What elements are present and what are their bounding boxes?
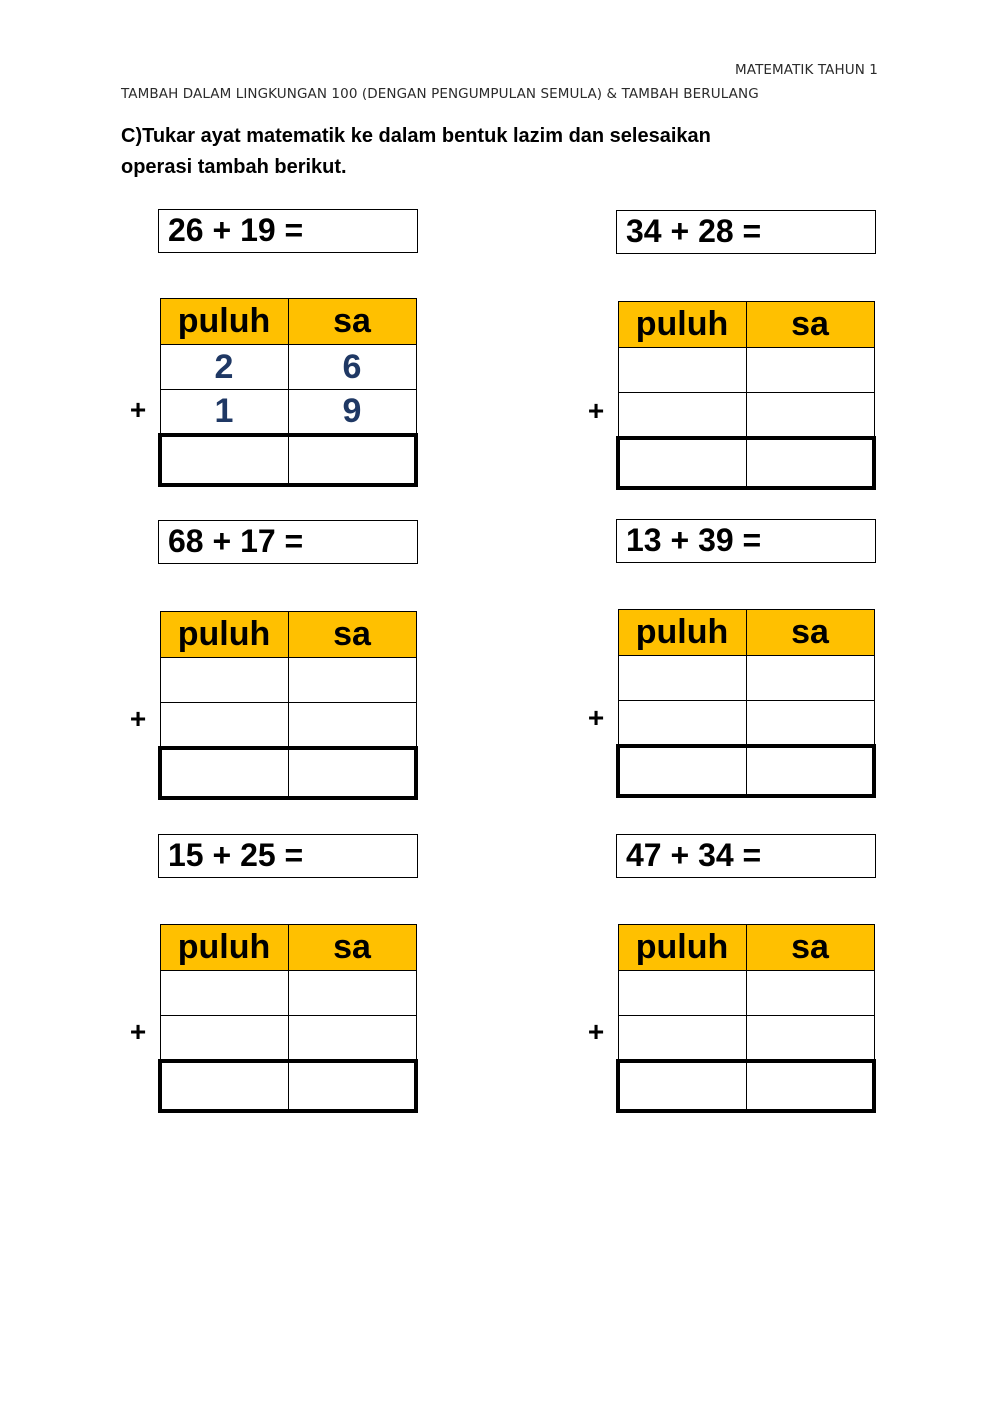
problem-3	[129, 520, 420, 802]
tens-header: puluh	[160, 612, 288, 658]
problem-5	[129, 834, 420, 1116]
tens-cell[interactable]	[618, 656, 746, 701]
ones-header: sa	[746, 925, 874, 971]
tens-cell[interactable]	[160, 703, 288, 748]
tens-cell[interactable]	[618, 971, 746, 1016]
tens-cell[interactable]	[618, 348, 746, 393]
plus-sign: +	[129, 394, 147, 425]
instruction-line-2: operasi tambah berikut.	[121, 156, 347, 178]
ones-cell[interactable]: 6	[288, 345, 416, 390]
tens-cell[interactable]	[618, 393, 746, 438]
equation-box: 13 + 39 =	[616, 519, 876, 563]
problem-1	[129, 209, 420, 491]
equation-box: 26 + 19 =	[158, 209, 418, 253]
addend-row-2	[618, 1016, 874, 1061]
place-value-table	[158, 611, 418, 800]
place-value-table	[616, 301, 876, 490]
answer-tens-cell[interactable]	[618, 438, 746, 488]
answer-row	[160, 748, 416, 798]
tens-cell[interactable]	[160, 658, 288, 703]
subject-header: MATEMATIK TAHUN 1	[735, 62, 878, 78]
ones-header: sa	[288, 925, 416, 971]
table-header-row	[160, 299, 416, 345]
answer-row	[160, 1061, 416, 1111]
plus-sign: +	[587, 702, 605, 733]
ones-cell[interactable]	[746, 971, 874, 1016]
table-header-row	[618, 302, 874, 348]
table-header-row	[160, 612, 416, 658]
answer-row	[160, 435, 416, 485]
problem-2	[587, 210, 878, 492]
ones-header: sa	[746, 302, 874, 348]
instruction-text	[121, 121, 881, 183]
addend-row-1	[618, 348, 874, 393]
tens-cell[interactable]	[160, 971, 288, 1016]
tens-header: puluh	[160, 299, 288, 345]
place-value-table	[158, 298, 418, 487]
ones-cell[interactable]	[746, 701, 874, 746]
answer-ones-cell[interactable]	[746, 746, 874, 796]
addend-row-1	[618, 971, 874, 1016]
ones-cell[interactable]: 9	[288, 390, 416, 435]
table-header-row	[618, 925, 874, 971]
addend-row-2	[160, 390, 416, 435]
ones-header: sa	[288, 299, 416, 345]
equation-box: 68 + 17 =	[158, 520, 418, 564]
ones-cell[interactable]	[746, 393, 874, 438]
problem-6	[587, 834, 878, 1116]
answer-ones-cell[interactable]	[288, 748, 416, 798]
plus-sign: +	[129, 1016, 147, 1047]
answer-ones-cell[interactable]	[288, 435, 416, 485]
tens-cell[interactable]: 2	[160, 345, 288, 390]
equation-box: 47 + 34 =	[616, 834, 876, 878]
answer-ones-cell[interactable]	[746, 438, 874, 488]
tens-cell[interactable]: 1	[160, 390, 288, 435]
addend-row-1	[160, 345, 416, 390]
table-header-row	[618, 610, 874, 656]
ones-cell[interactable]	[288, 658, 416, 703]
ones-cell[interactable]	[746, 348, 874, 393]
answer-tens-cell[interactable]	[618, 1061, 746, 1111]
tens-header: puluh	[618, 302, 746, 348]
addend-row-2	[160, 703, 416, 748]
answer-ones-cell[interactable]	[288, 1061, 416, 1111]
place-value-table	[616, 609, 876, 798]
tens-header: puluh	[160, 925, 288, 971]
answer-ones-cell[interactable]	[746, 1061, 874, 1111]
ones-cell[interactable]	[746, 656, 874, 701]
tens-cell[interactable]	[618, 701, 746, 746]
tens-header: puluh	[618, 925, 746, 971]
topic-header: TAMBAH DALAM LINGKUNGAN 100 (DENGAN PENGUMPULAN SEMULA) & TAMBAH BERULANG	[121, 86, 759, 102]
equation-box: 15 + 25 =	[158, 834, 418, 878]
addend-row-2	[618, 393, 874, 438]
plus-sign: +	[129, 703, 147, 734]
answer-tens-cell[interactable]	[160, 435, 288, 485]
answer-row	[618, 1061, 874, 1111]
table-header-row	[160, 925, 416, 971]
addend-row-1	[160, 658, 416, 703]
answer-tens-cell[interactable]	[160, 748, 288, 798]
addend-row-2	[618, 701, 874, 746]
ones-header: sa	[288, 612, 416, 658]
ones-cell[interactable]	[288, 1016, 416, 1061]
ones-header: sa	[746, 610, 874, 656]
tens-header: puluh	[618, 610, 746, 656]
tens-cell[interactable]	[618, 1016, 746, 1061]
ones-cell[interactable]	[288, 971, 416, 1016]
addend-row-1	[618, 656, 874, 701]
answer-row	[618, 746, 874, 796]
equation-box: 34 + 28 =	[616, 210, 876, 254]
addend-row-1	[160, 971, 416, 1016]
place-value-table	[158, 924, 418, 1113]
instruction-line-1: C)Tukar ayat matematik ke dalam bentuk lazim dan selesaikan	[121, 125, 711, 147]
ones-cell[interactable]	[288, 703, 416, 748]
answer-tens-cell[interactable]	[618, 746, 746, 796]
plus-sign: +	[587, 1016, 605, 1047]
problem-4	[587, 519, 878, 801]
place-value-table	[616, 924, 876, 1113]
addend-row-2	[160, 1016, 416, 1061]
tens-cell[interactable]	[160, 1016, 288, 1061]
answer-tens-cell[interactable]	[160, 1061, 288, 1111]
plus-sign: +	[587, 395, 605, 426]
answer-row	[618, 438, 874, 488]
ones-cell[interactable]	[746, 1016, 874, 1061]
